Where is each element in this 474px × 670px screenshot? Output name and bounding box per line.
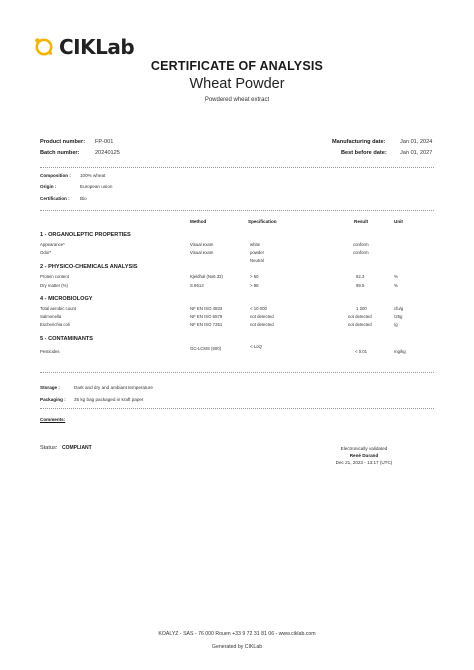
product-description: Powdered wheat extract bbox=[204, 97, 270, 103]
row-unit: % bbox=[394, 283, 398, 288]
storage-value: Dark and dry and ambiant temperature bbox=[74, 385, 153, 390]
row-method: Visual exam bbox=[190, 250, 214, 255]
row-method: GC-LCMS (600) bbox=[190, 346, 222, 351]
row-unit: /25g bbox=[394, 314, 403, 319]
document-title: CERTIFICATE OF ANALYSIS bbox=[150, 59, 324, 73]
section-title: 5 - CONTAMINANTS bbox=[40, 336, 94, 342]
manufacturing-date-label: Manufacturing date: bbox=[332, 139, 386, 145]
row-result: not detected bbox=[348, 314, 372, 319]
validation-text: Electronically validated bbox=[340, 446, 388, 451]
row-unit: % bbox=[394, 274, 398, 279]
row-spec: powder bbox=[250, 250, 265, 255]
logo-mark-icon bbox=[33, 36, 55, 58]
row-name: Appearance* bbox=[40, 242, 65, 247]
row-spec: not detected bbox=[250, 322, 274, 327]
row-spec: > 98 bbox=[250, 283, 259, 288]
row-name: Escherichia coli bbox=[40, 322, 70, 327]
section-title: 4 - MICROBIOLOGY bbox=[40, 296, 93, 302]
header-result: Result bbox=[354, 219, 369, 224]
row-method: Kjeldhal (Nx6.32) bbox=[190, 274, 223, 279]
certification-value: Bio bbox=[80, 196, 87, 201]
header-specification: Specification bbox=[248, 219, 277, 224]
row-method: S 9613 bbox=[190, 283, 204, 288]
section-title: 1 - ORGANOLEPTIC PROPERTIES bbox=[40, 232, 131, 238]
packaging-value: 25 kg bag packaged in kraft paper bbox=[74, 397, 144, 402]
row-spec: Neutral bbox=[250, 258, 264, 263]
row-spec: > 60 bbox=[250, 274, 259, 279]
storage-label: Storage : bbox=[40, 385, 60, 390]
validator-name: René Durand bbox=[349, 453, 379, 458]
comments-label: Comments: bbox=[40, 417, 66, 422]
row-method: NF EN ISO 6579 bbox=[190, 314, 223, 319]
row-spec: < LoQ bbox=[250, 344, 262, 349]
origin-value: European union bbox=[80, 184, 113, 189]
row-result: 62.3 bbox=[356, 274, 365, 279]
best-before-value: Jan 01, 2027 bbox=[400, 150, 433, 156]
section-title: 2 - PHYSICO-CHEMICALS ANALYSIS bbox=[40, 264, 138, 270]
origin-label: Origin : bbox=[40, 184, 57, 189]
row-spec: not detected bbox=[250, 314, 274, 319]
row-result: conform bbox=[353, 242, 369, 247]
row-method: NF EN ISO 4833 bbox=[190, 306, 223, 311]
row-result: 1 200 bbox=[356, 306, 367, 311]
header-method: Method bbox=[190, 219, 207, 224]
row-result: conform bbox=[353, 250, 369, 255]
header-unit: Unit bbox=[394, 219, 403, 224]
divider bbox=[40, 372, 434, 373]
composition-value: 100% wheat bbox=[80, 173, 106, 178]
row-spec: < 10 000 bbox=[250, 306, 267, 311]
row-unit: cfu/g bbox=[394, 306, 404, 311]
brand-logo bbox=[33, 35, 134, 59]
validation-date: Dec 21, 2023 - 13:17 (UTC) bbox=[335, 460, 393, 465]
row-name: Dry matter (%) bbox=[40, 283, 68, 288]
batch-number-value: 20240125 bbox=[95, 150, 120, 156]
divider bbox=[40, 210, 434, 211]
row-spec: white bbox=[250, 242, 261, 247]
row-name: Total aerobic count bbox=[40, 306, 77, 311]
batch-number-label: Batch number: bbox=[40, 150, 80, 156]
footer-address: KOALYZ - SAS - 76 000 Rouen +33 9 72 31 81 06 - www.ciklab.com bbox=[158, 631, 316, 637]
row-name: Protein content bbox=[40, 274, 69, 279]
divider bbox=[40, 408, 434, 409]
brand-name: CIKLab bbox=[59, 35, 135, 59]
manufacturing-date-value: Jan 01, 2024 bbox=[400, 139, 433, 145]
row-result: not detected bbox=[348, 322, 372, 327]
status-label: Status: bbox=[40, 445, 58, 451]
row-method: Visual exam bbox=[190, 242, 214, 247]
product-name: Wheat Powder bbox=[189, 76, 285, 92]
status-badge: COMPLIANT bbox=[62, 445, 92, 451]
footer-generated: Generated by CIKLab bbox=[211, 644, 263, 650]
row-unit: /g bbox=[394, 322, 398, 327]
row-result: < 0.01 bbox=[355, 349, 368, 354]
certification-label: Certification : bbox=[40, 196, 70, 201]
row-method: NF EN ISO 7251 bbox=[190, 322, 223, 327]
product-number-label: Product number: bbox=[40, 139, 86, 145]
product-number-value: FP-001 bbox=[95, 139, 114, 145]
row-unit: mg/kg bbox=[394, 349, 406, 354]
divider bbox=[40, 167, 434, 168]
row-result: 99.5 bbox=[356, 283, 365, 288]
best-before-label: Best before date: bbox=[341, 150, 387, 156]
row-name: Pesticides bbox=[40, 349, 60, 354]
packaging-label: Packaging : bbox=[40, 397, 66, 402]
row-name: Odor* bbox=[40, 250, 52, 255]
row-name: Salmonella bbox=[40, 314, 62, 319]
composition-label: Composition : bbox=[40, 173, 71, 178]
